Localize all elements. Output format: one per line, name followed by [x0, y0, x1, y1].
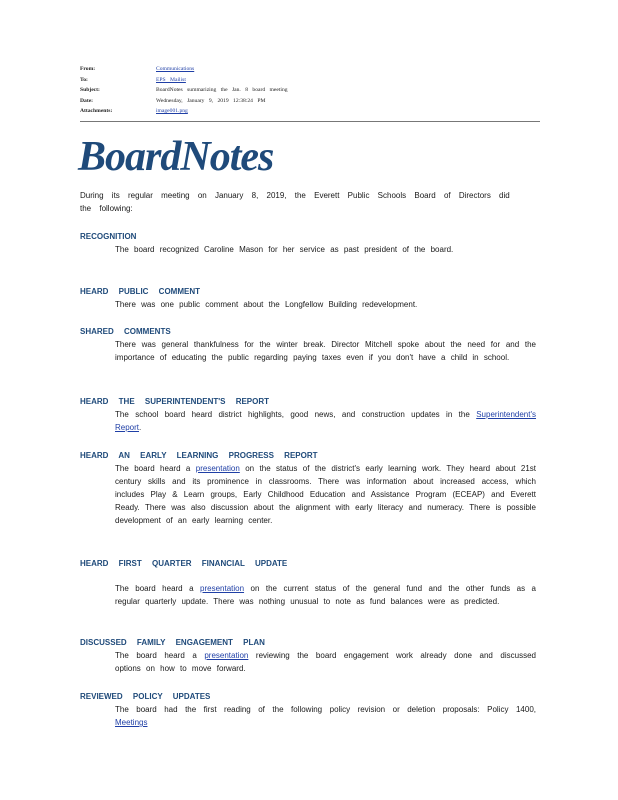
section-financial [80, 558, 536, 608]
body-text: on the status of the district's early learning work. They heard about 21st century skills and its prominence in classrooms. There was information about increased access, which includes Play & Learn groups, Early Childhood Education and Assistance Program (ECEAP) and Everett Ready. There was also discussion about the alignment with early literacy and numeracy. There is possible development of an early learning center. [115, 464, 537, 525]
section-body: The board recognized Caroline Mason for her service as past president of the board. [115, 245, 454, 254]
page-title: BoardNotes [78, 134, 274, 180]
subject-row [80, 85, 540, 96]
to-link[interactable]: EPS Mailist [156, 76, 186, 83]
section-heading: DISCUSSED FAMILY ENGAGEMENT PLAN [80, 638, 265, 647]
section-public-comment [80, 286, 536, 311]
superintendent-report-link[interactable]: Superintendent's Report [115, 410, 536, 432]
financial-presentation-link[interactable]: presentation [200, 584, 245, 593]
date-value: Wednesday, January 9, 2019 12:38:24 PM [156, 97, 266, 104]
section-heading: HEARD PUBLIC COMMENT [80, 287, 200, 296]
section-heading: SHARED COMMENTS [80, 327, 171, 336]
body-text: The board heard a [115, 464, 196, 473]
body-text: reviewing the board engagement work already done and discussed options on how to move forward. [115, 651, 536, 673]
section-body: There was general thankfulness for the winter break. Director Mitchell spoke about the need for and the importance of educating the public regarding paying taxes even if you don't have a child in school. [115, 340, 536, 362]
section-body [115, 649, 536, 675]
subject-label: Subject: [80, 87, 100, 94]
section-heading: REVIEWED POLICY UPDATES [80, 692, 211, 701]
attachments-row [80, 106, 540, 117]
date-row [80, 96, 540, 107]
body-text: The board had the first reading of the following policy revision or deletion proposals: Policy 1400, [115, 705, 536, 714]
subject-value: BoardNotes summarizing the Jan. 8 board meeting [156, 87, 288, 94]
section-body [115, 408, 536, 434]
meetings-policy-link[interactable]: Meetings [115, 718, 148, 727]
section-family-engagement [80, 637, 536, 675]
section-body [115, 582, 536, 608]
body-text: on the current status of the general fund and the other funds as a regular quarterly update. There was nothing unusual to note as fund balances were as predicted. [115, 584, 537, 606]
body-text: . [139, 423, 142, 432]
section-heading: HEARD AN EARLY LEARNING PROGRESS REPORT [80, 451, 318, 460]
early-learning-presentation-link[interactable]: presentation [195, 464, 240, 473]
section-heading: RECOGNITION [80, 232, 137, 241]
body-text: The board heard a [115, 651, 205, 660]
section-body [115, 703, 536, 729]
family-engagement-presentation-link[interactable]: presentation [204, 651, 249, 660]
section-recognition [80, 231, 536, 256]
section-superintendent [80, 396, 536, 434]
to-row [80, 75, 540, 86]
header-divider [80, 121, 540, 122]
section-heading: HEARD THE SUPERINTENDENT'S REPORT [80, 397, 270, 406]
section-policy [80, 691, 536, 729]
section-heading: HEARD FIRST QUARTER FINANCIAL UPDATE [80, 559, 288, 568]
section-early-learning [80, 450, 536, 527]
from-row [80, 64, 540, 75]
body-text: The board heard a [115, 584, 201, 593]
from-link[interactable]: Communications [156, 66, 195, 73]
section-shared-comments [80, 326, 536, 364]
email-header [80, 64, 540, 117]
attachment-link[interactable]: image001.png [156, 108, 188, 115]
body-text: The school board heard district highlights, good news, and construction updates in the [115, 410, 477, 419]
from-label: From: [80, 66, 96, 73]
to-label: To: [80, 76, 88, 83]
section-body: There was one public comment about the Longfellow Building redevelopment. [115, 300, 418, 309]
attachments-label: Attachments: [80, 108, 113, 115]
intro-text: During its regular meeting on January 8, 2019, the Everett Public Schools Board of Directors did the following: [80, 191, 510, 213]
section-body [115, 462, 536, 527]
date-label: Date: [80, 97, 94, 104]
